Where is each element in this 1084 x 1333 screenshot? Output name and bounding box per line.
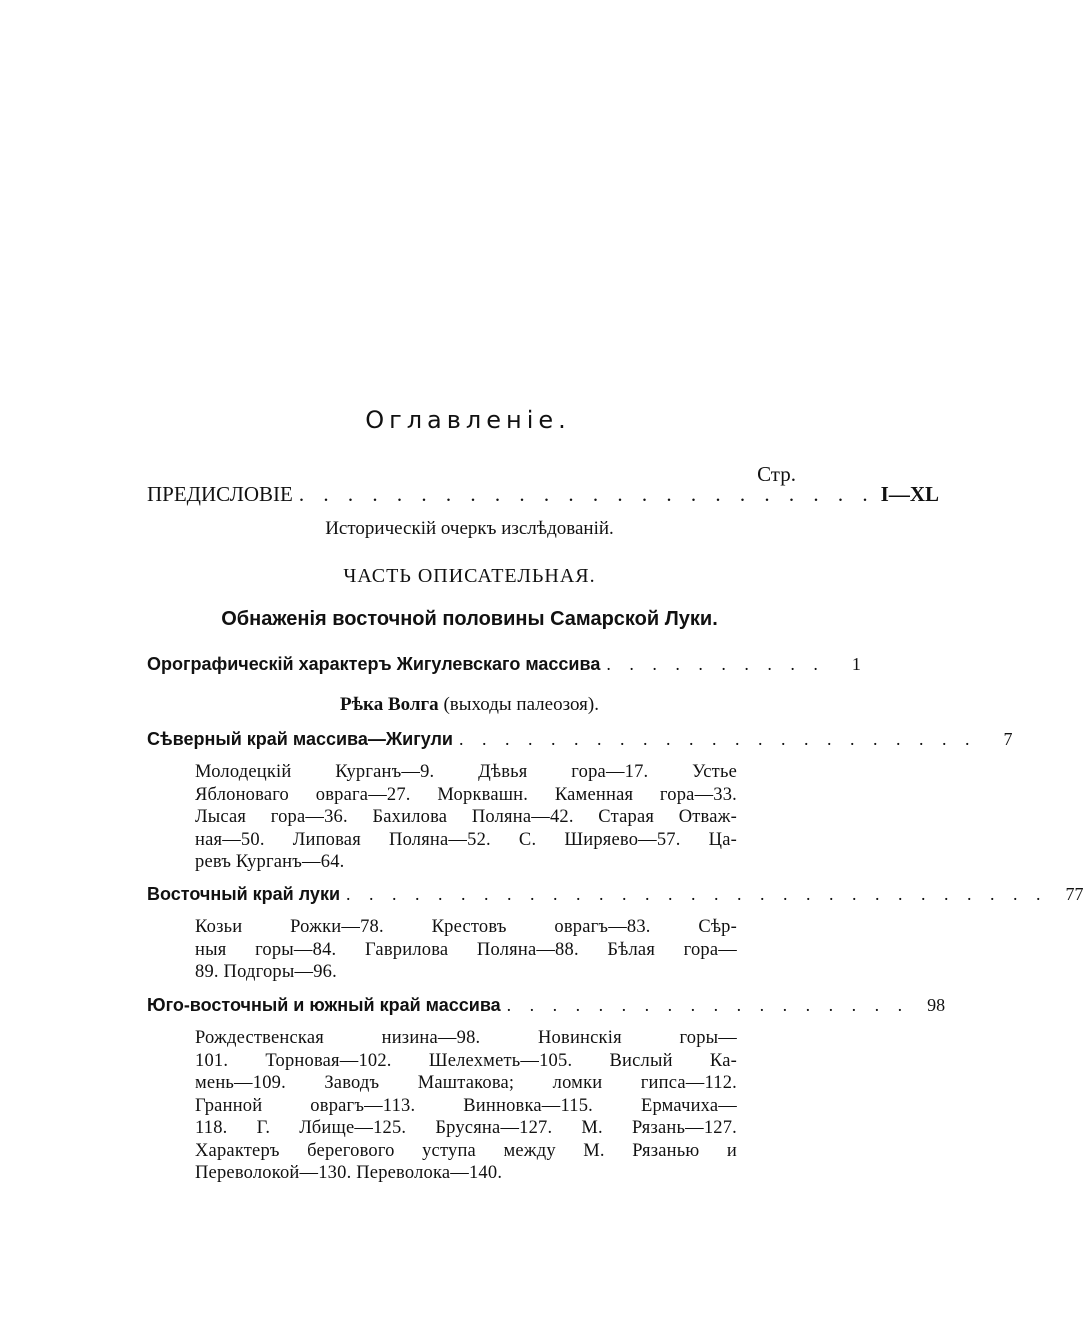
toc-entry-east-edge[interactable] [147, 884, 1084, 905]
toc-entry-orography[interactable] [147, 654, 861, 675]
para-line: Рождественская низина—98. Новинскія горы— [195, 1028, 737, 1048]
part-title: ЧАСТЬ ОПИСАТЕЛЬНАЯ. [343, 565, 596, 587]
page-column-label: Стр. [757, 462, 796, 486]
entry-page-number: 77 [1065, 884, 1084, 904]
para-line: Козьи Рожки—78. Крестовъ оврагъ—83. Сѣр- [195, 917, 737, 937]
entry-label: Восточный край луки [147, 884, 341, 904]
para-line: 118. Г. Лбище—125. Брусяна—127. М. Рязань—127. [195, 1118, 737, 1138]
east-edge-locations [195, 916, 737, 984]
para-line: Лысая гора—36. Бахилова Поляна—42. Старая Отваж- [195, 807, 737, 827]
entry-page-number: 1 [851, 654, 861, 674]
para-line: ныя горы—84. Гаврилова Поляна—88. Бѣлая гора— [195, 939, 737, 960]
toc-entry-preface[interactable] [147, 482, 939, 507]
para-line: Молодецкій Курганъ—9. Дѣвья гора—17. Устье [195, 762, 737, 782]
entry-label: Орографическій характеръ Жигулевскаго массива [147, 654, 601, 674]
section-title: Обнаженія восточной половины Самарской Луки. [221, 608, 718, 630]
preface-subtitle: Историческій очеркъ изслѣдованій. [325, 518, 614, 539]
entry-page-number: 7 [1003, 729, 1013, 749]
river-heading-bold: Рѣка Волга [340, 694, 439, 715]
dot-leader: . . . . . . . . . . [606, 654, 825, 674]
north-edge-locations [195, 761, 737, 874]
toc-entry-southeast-edge[interactable] [147, 995, 946, 1016]
para-line: Гранной оврагъ—113. Винновка—115. Ермачиха— [195, 1095, 737, 1116]
toc-title: Оглавленіе. [365, 406, 571, 434]
entry-label: Сѣверный край массива—Жигули [147, 729, 453, 749]
southeast-edge-locations [195, 1027, 737, 1185]
entry-page-number: 98 [927, 995, 946, 1015]
dot-leader: . . . . . . . . . . . . . . . . . . . . . . . . [298, 482, 875, 506]
river-heading-rest: (выходы палеозоя). [443, 694, 599, 715]
para-line: ревъ Курганъ—64. [195, 852, 345, 872]
para-line: 101. Торновая—102. Шелехметь—105. Вислый Ка- [195, 1050, 737, 1071]
para-line: 89. Подгоры—96. [195, 962, 337, 982]
entry-label: Юго-восточный и южный край массива [147, 995, 501, 1015]
toc-entry-north-edge[interactable] [147, 729, 1013, 750]
para-line: ная—50. Липовая Поляна—52. С. Ширяево—57. Ца- [195, 829, 737, 850]
dot-leader: . . . . . . . . . . . . . . . . . . . . . . . [459, 729, 977, 749]
dot-leader: . . . . . . . . . . . . . . . . . . . . . . . . . . . . . . . [346, 884, 1048, 904]
entry-label: ПРЕДИСЛОВІЕ [147, 482, 293, 506]
para-line: Переволокой—130. Переволока—140. [195, 1163, 503, 1183]
dot-leader: . . . . . . . . . . . . . . . . . . [506, 995, 910, 1015]
river-heading [147, 694, 792, 716]
para-line: мень—109. Заводъ Маштакова; ломки гипса—112. [195, 1073, 737, 1093]
entry-page-range: I—XL [880, 482, 939, 506]
para-line: Характеръ берегового уступа между М. Рязанью и [195, 1140, 737, 1161]
para-line: Яблоноваго оврага—27. Морквашн. Каменная гора—33. [195, 784, 737, 805]
